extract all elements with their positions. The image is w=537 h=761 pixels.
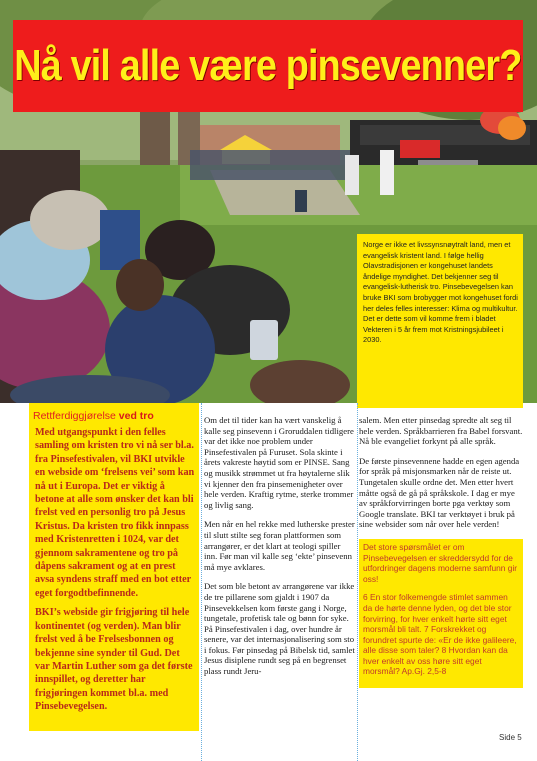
column-1	[29, 403, 199, 731]
column-divider	[357, 403, 358, 761]
paragraph: Med utgangspunkt i den felles samling om kristen tro vi nå ser bl.a. fra Pinsefestivalen, vil BKI utvikle en webside om ‘frelsens vei’ som kan nå ut i Europa. Det er viktig å betone at alle som ønsker det kan bli frelst ved en personlig tro på Jesus Kristus. Da kristen tro fikk innpass med Kristenretten i 1024, var det gjennom sakramentene og tro på dåpens sakrament og at en prest avsa syndens straff med en bot etter eget forgodtbefinnende.	[35, 427, 195, 599]
column-divider	[201, 403, 202, 761]
heading-prefix: Rettferdiggjørelse	[33, 410, 116, 422]
paragraph: salem. Men etter pinsedag spredte alt seg til hele verden. Språkbarrieren fra Babel forsvant. Nå ble evangeliet forkynt på alle språk.	[359, 415, 523, 447]
callout-box: Norge er ikke et livssynsnøytralt land, men et evangelisk kristent land. I følge hellig Olavstradisjonen er kongehuset landets åndelige myndighet. Det bekjenner seg til evangelisk-lutherisk tro. Pinsebevegelsen kan bruke BKI som brobygger mot kongehuset fordi her deles felles interesser: Klima og multikultur. Det er dette som vil komme frem i bladet Vekteren i 5 år frem mot Kristningsjubileet i 2030.	[357, 234, 523, 408]
column-3	[359, 403, 523, 688]
box-paragraph: Det store spørsmålet er om Pinsebevegelsen er skreddersydd for de utfordringer dagens moderne samfunn gir oss!	[363, 541, 518, 584]
page-title: Nå vil alle være pinsevenner?	[14, 41, 522, 90]
paragraph: De første pinsevennene hadde en egen agenda for språk på misjonsmarken når de reiste ut. Tungetalen skulle ordne det. Men etter hvert måtte også de gå på språkskole. I dag er mye av språkforvirringen borte pga verktøy som Google translate. BKI tar verktøyet i bruk på sine websider som når over hele verden!	[359, 455, 520, 530]
paragraph: Men når en hel rekke med lutherske prester til slutt stilte seg foran plattformen som arrangører, er det klart at teologi spiller inn. Før man vil kalle seg ‘ekte’ pinsevenn må mye avklares.	[204, 519, 355, 572]
paragraph: Det som ble betont av arrangørene var ikke de tre pillarene som gjaldt i 1907 da Pinsevekkelsen kom første gang i Norge, tungetale, profetisk tale og bønn for syke. På Pinsefestivalen i dag, over hundre år senere, var det internasjonalisering som sto i fokus. Før pinsedag på Bibelsk tid, samlet Jesus disiplene rundt seg på en begrenset plass rundt Jeru-	[204, 581, 355, 677]
heading-bold: ved tro	[118, 410, 154, 422]
paragraph: Om det til tider kan ha vært vanskelig å kalle seg pinsevenn i Groruddalen tidligere var det ikke noe problem under Pinsefestivalen på Furuset. Sola skinte i årets vakreste høytid som er PINSE. Sang og musikk strømmet ut fra høytalerne slik vi kjenner den fra pinsemenigheter over hele verden. Kraftig rytme, sterke trommer og livlig sang.	[204, 415, 354, 510]
column-1-heading	[29, 403, 199, 424]
column-1-body	[29, 424, 199, 714]
box-paragraph: 6 En stor folkemengde stimlet sammen da de hørte denne lyden, og det ble stor forvirring, for hver enkelt hørte sitt eget morsmål bli talt. 7 Forskrekket og forundret spurte de: «Er de ikke galileere, alle disse som taler? 8 Hvordan kan da hver enkelt av oss høre sitt eget morsmål? Ap.Gj. 2,5-8	[363, 592, 517, 677]
paragraph: BKI’s webside gir frigjøring til hele kontinentet (og verden). Man blir frelst ved å be Frelsesbonnen og bekjenne sine synder til Gud. Det var Martin Luther som ga det første innspillet, og deretter har frigjøringen kommet bl.a. med Pinsebevegelsen.	[35, 607, 193, 713]
column-2	[204, 403, 355, 686]
page-number: Side 5	[499, 733, 522, 742]
question-box	[359, 539, 523, 688]
title-banner	[13, 20, 523, 112]
